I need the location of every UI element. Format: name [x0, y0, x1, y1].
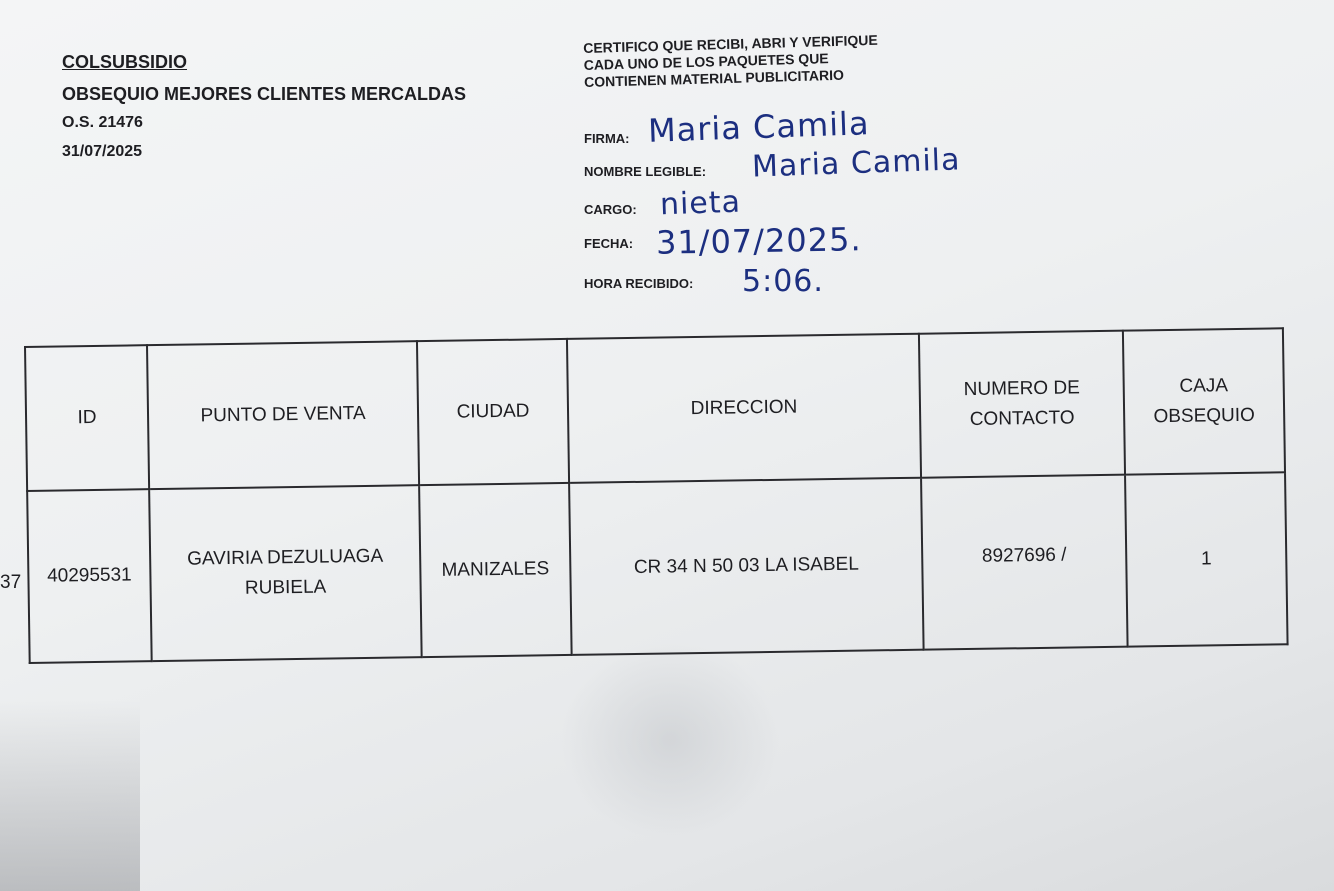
firma-label: FIRMA: — [584, 131, 630, 146]
certification-line-3: CONTIENEN MATERIAL PUBLICITARIO — [583, 66, 845, 90]
hora-recibido-value: 5:06. — [742, 264, 824, 299]
cell-caja-obsequio: 1 — [1125, 472, 1288, 646]
order-number: O.S. 21476 — [62, 114, 143, 131]
fecha-label: FECHA: — [584, 236, 634, 251]
nombre-legible-value: Maria Camila — [751, 142, 962, 185]
header-punto-de-venta: PUNTO DE VENTA — [147, 341, 419, 489]
row-number: 37 — [0, 572, 22, 593]
nombre-legible-label: NOMBRE LEGIBLE: — [584, 164, 707, 179]
header-direccion: DIRECCION — [567, 334, 921, 483]
fecha-value: 31/07/2025. — [655, 220, 862, 262]
delivery-table — [24, 327, 1289, 664]
cargo-value: nieta — [659, 184, 742, 223]
certification-line-2: CADA UNO DE LOS PAQUETES QUE — [583, 50, 829, 73]
document-date: 31/07/2025 — [62, 143, 143, 160]
certification-line-1: CERTIFICO QUE RECIBI, ABRI Y VERIFIQUE — [583, 31, 878, 56]
certification-block — [583, 32, 879, 90]
header-caja-obsequio: CAJA OBSEQUIO — [1123, 328, 1285, 474]
table-row — [27, 472, 1287, 663]
header-numero-de-contacto: NUMERO DE CONTACTO — [919, 331, 1125, 478]
header-ciudad: CIUDAD — [417, 339, 569, 485]
event-title: OBSEQUIO MEJORES CLIENTES MERCALDAS — [62, 84, 467, 104]
header-id: ID — [25, 345, 149, 491]
table-header-row — [25, 328, 1285, 491]
firma-signature: Maria Camila — [647, 104, 871, 150]
paper-fold-shadow — [560, 640, 780, 840]
cell-numero-de-contacto: 8927696 / — [921, 475, 1128, 650]
cargo-label: CARGO: — [584, 202, 637, 217]
cell-punto-de-venta: GAVIRIA DEZULUAGA RUBIELA — [149, 485, 422, 661]
corner-shadow — [0, 700, 140, 891]
hora-recibido-label: HORA RECIBIDO: — [584, 276, 694, 291]
company-name: COLSUBSIDIO — [62, 52, 188, 72]
cell-ciudad: MANIZALES — [419, 483, 572, 657]
cell-id: 40295531 — [27, 489, 152, 663]
cell-direccion: CR 34 N 50 03 LA ISABEL — [569, 478, 924, 655]
